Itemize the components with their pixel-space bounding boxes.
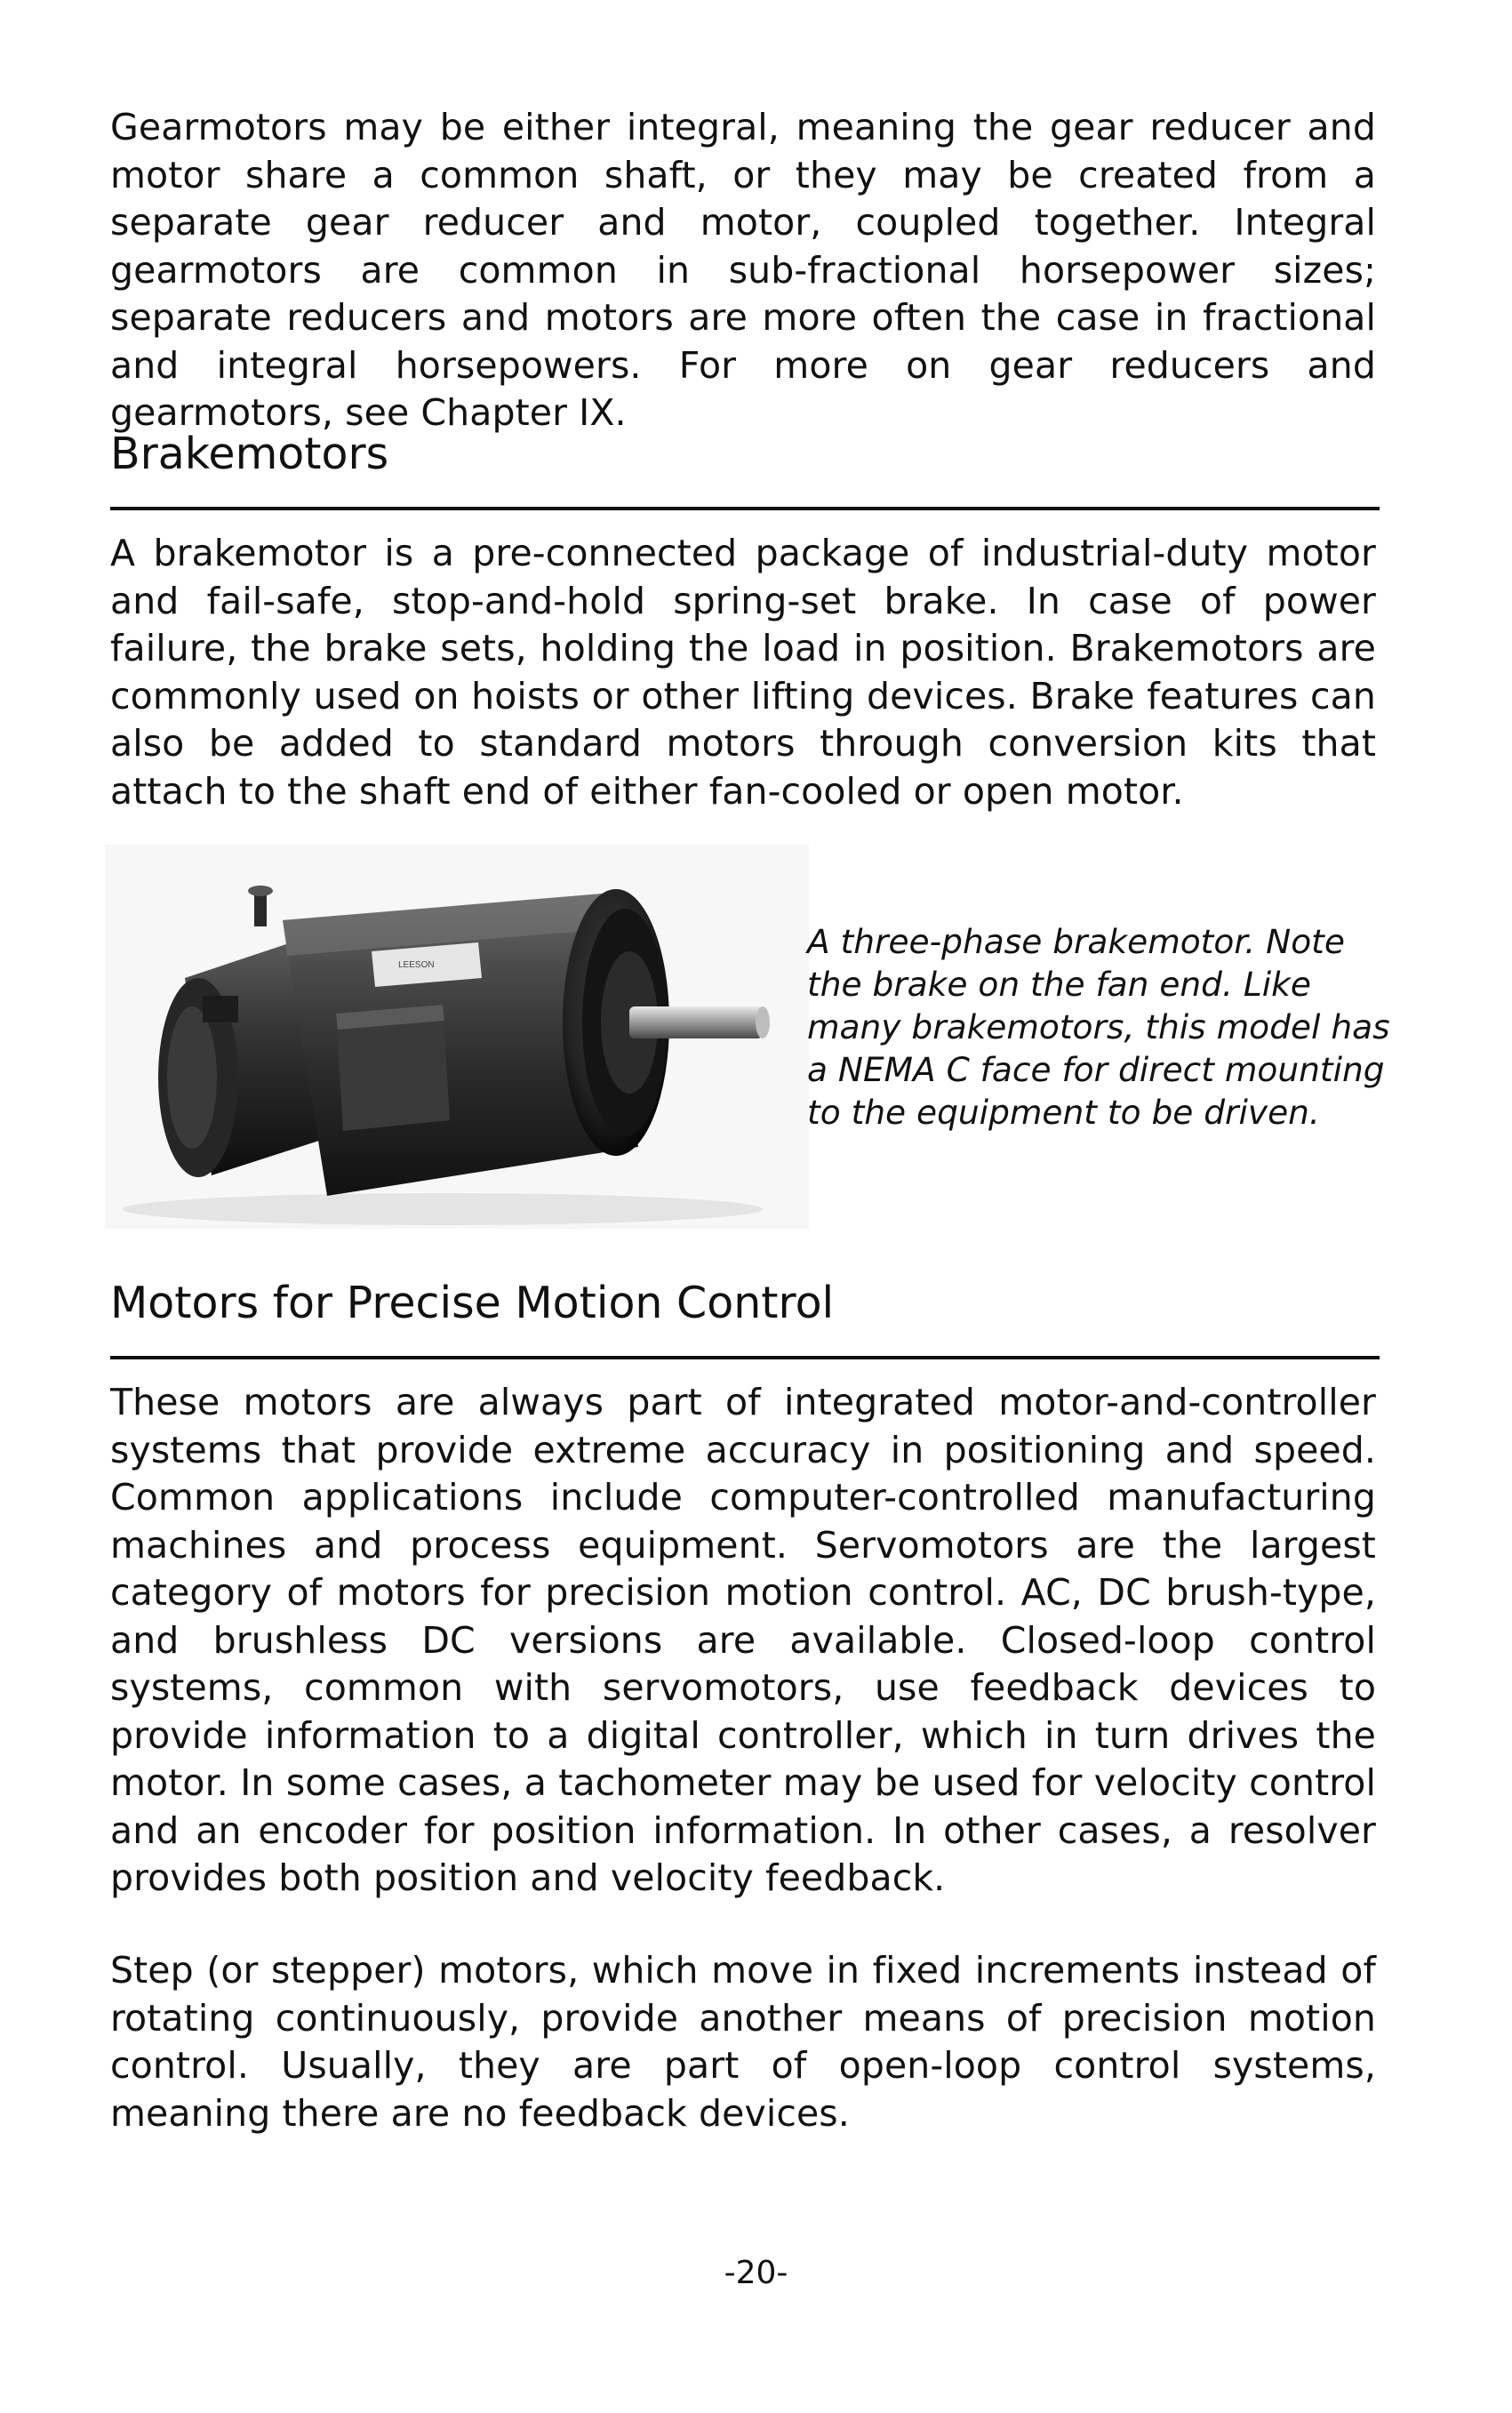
precise-motion-paragraph: These motors are always part of integrated motor-and-controller systems that provide extreme accuracy in positioning and speed. Common applications include computer-controlled manufacturing machines and process equipment. Servomotors are the largest category of motors for precision motion control. AC, DC brush-type, and brushless DC versions are available. Closed-loop control systems, common with servomotors, use feedback devices to provide information to a digital controller, which in turn drives the motor. In some cases, a tachometer may be used for velocity control and an encoder for position information. In other cases, a resolver provides both position and velocity feedback.	[110, 1381, 1376, 1899]
section-rule	[110, 507, 1380, 510]
intro-paragraph: Gearmotors may be either integral, meaning the gear reducer and motor share a common shaft, or they may be created from a separate gear reducer and motor, coupled together. Integral gearmotors are common in sub-fractional horsepower sizes; separate reducers and motors are more often the case in fractional and integral horsepowers. For more on gear reducers and gearmotors, see Chapter IX.	[110, 106, 1376, 434]
stepper-paragraph: Step (or stepper) motors, which move in fixed increments instead of rotating continuously, provide another means of precision motion control. Usually, they are part of open-loop control systems, meaning there are no feedback devices.	[110, 1949, 1376, 2135]
nameplate-logo: LEESON	[398, 960, 435, 970]
section-heading-brakemotors: Brakemotors	[110, 429, 389, 479]
figure-caption: A three-phase brakemotor. Note the brake on the fan end. Like many brakemotors, this model has a NEMA C face for direct mounting to the equipment to be driven.	[807, 922, 1390, 1132]
section-rule	[110, 1356, 1380, 1359]
section-heading-precise-motion: Motors for Precise Motion Control	[110, 1278, 835, 1328]
page-number: -20-	[724, 2255, 788, 2291]
brakemotors-paragraph: A brakemotor is a pre-connected package of industrial-duty motor and fail-safe, stop-and-hold spring-set brake. In case of power failure, the brake sets, holding the load in position. Brakemotors are commonly used on hoists or other lifting devices. Brake features can also be added to standard motors through conversion kits that attach to the shaft end of either fan-cooled or open motor.	[110, 532, 1376, 813]
brakemotor-photo	[105, 845, 809, 1229]
